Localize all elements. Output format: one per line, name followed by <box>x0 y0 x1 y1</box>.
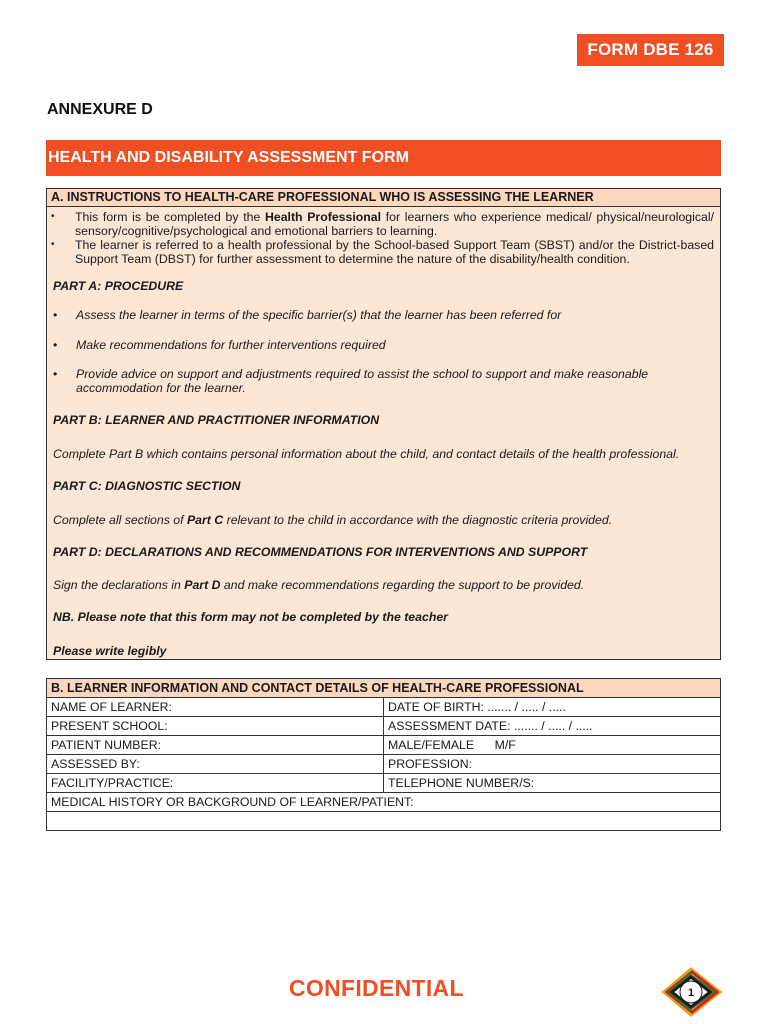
bullet-icon: • <box>53 338 58 352</box>
form-code: FORM DBE 126 <box>587 40 714 59</box>
part-a-item <box>53 367 714 395</box>
name-of-learner-field[interactable]: NAME OF LEARNER: <box>47 698 384 716</box>
part-d-text: Sign the declarations in Part D and make recommendations regarding the support to be provided. <box>53 578 585 592</box>
section-a-instructions <box>46 188 721 660</box>
bullet-icon: • <box>51 211 55 222</box>
form-title-bar <box>46 140 721 176</box>
intro-bullet <box>49 210 714 238</box>
page-number-emblem <box>661 966 723 1018</box>
gender-field[interactable]: MALE/FEMALE M/F <box>388 738 516 752</box>
bullet-text: This form is be completed by the <box>75 210 265 224</box>
section-b-learner-info <box>46 678 721 831</box>
medical-history-label: MEDICAL HISTORY OR BACKGROUND OF LEARNER/PATIENT: <box>51 795 414 809</box>
table-row <box>47 774 720 793</box>
part-a-heading: PART A: PROCEDURE <box>53 279 184 293</box>
date-of-birth-field[interactable]: DATE OF BIRTH: ....... / ..... / ..... <box>388 700 566 714</box>
present-school-field[interactable]: PRESENT SCHOOL: <box>47 717 384 735</box>
table-row <box>47 736 720 755</box>
part-c-text: Complete all sections of Part C relevant to the child in accordance with the diagnostic criteria provided. <box>53 513 613 527</box>
bullet-bold-text: Health Professional <box>264 210 382 224</box>
bullet-text: The learner is referred to a health professional by the School-based Support Team (SBST) and/or the District-based Support Team (DBST) for further assessment to determine the nature of the disability/health condition. <box>75 238 714 266</box>
profession-field[interactable]: PROFESSION: <box>388 757 473 771</box>
bullet-text: for learners who experience medical/ physical/neurological/ sensory/cognitive/psychological and emotional barriers to learning. <box>75 210 714 238</box>
intro-bullets <box>47 210 720 266</box>
confidential-label: CONFIDENTIAL <box>289 975 464 1001</box>
bullet-icon: • <box>51 239 55 250</box>
bullet-icon: • <box>53 367 58 381</box>
part-a-item-text: Provide advice on support and adjustments required to assist the school to support and make reasonable accommodation for the learner. <box>76 367 649 395</box>
page-number: 1 <box>687 987 695 999</box>
table-row <box>47 698 720 717</box>
section-a-heading: A. INSTRUCTIONS TO HEALTH-CARE PROFESSIONAL WHO IS ASSESSING THE LEARNER <box>47 189 720 207</box>
assessment-date-field[interactable]: ASSESSMENT DATE: ....... / ..... / ..... <box>388 719 593 733</box>
medical-history-input[interactable] <box>47 812 720 830</box>
table-row <box>47 717 720 736</box>
nb-note: NB. Please note that this form may not be completed by the teacher <box>53 610 448 624</box>
write-legibly-note: Please write legibly <box>53 644 167 658</box>
facility-practice-field[interactable]: FACILITY/PRACTICE: <box>47 774 384 792</box>
medical-history-field[interactable] <box>47 812 720 830</box>
table-row <box>47 755 720 774</box>
patient-number-field[interactable]: PATIENT NUMBER: <box>47 736 384 754</box>
annexure-label: ANNEXURE D <box>47 101 153 118</box>
section-b-heading: B. LEARNER INFORMATION AND CONTACT DETAILS OF HEALTH-CARE PROFESSIONAL <box>47 679 720 698</box>
part-c-heading: PART C: DIAGNOSTIC SECTION <box>53 479 241 493</box>
part-d-heading: PART D: DECLARATIONS AND RECOMMENDATIONS FOR INTERVENTIONS AND SUPPORT <box>53 545 588 559</box>
form-title: HEALTH AND DISABILITY ASSESSMENT FORM <box>48 149 409 166</box>
table-row <box>47 793 720 812</box>
part-a-item <box>53 338 714 352</box>
part-a-item <box>53 308 714 322</box>
bullet-icon: • <box>53 308 58 322</box>
part-a-item-text: Assess the learner in terms of the specific barrier(s) that the learner has been referred for <box>76 308 562 322</box>
telephone-number-field[interactable]: TELEPHONE NUMBER/S: <box>388 776 535 790</box>
part-b-heading: PART B: LEARNER AND PRACTITIONER INFORMATION <box>53 413 380 427</box>
intro-bullet <box>49 238 714 266</box>
part-b-text: Complete Part B which contains personal information about the child, and contact details of the health professional. <box>53 447 680 461</box>
form-code-badge <box>577 34 724 66</box>
assessed-by-field[interactable]: ASSESSED BY: <box>47 755 384 773</box>
part-a-item-text: Make recommendations for further interventions required <box>76 338 386 352</box>
